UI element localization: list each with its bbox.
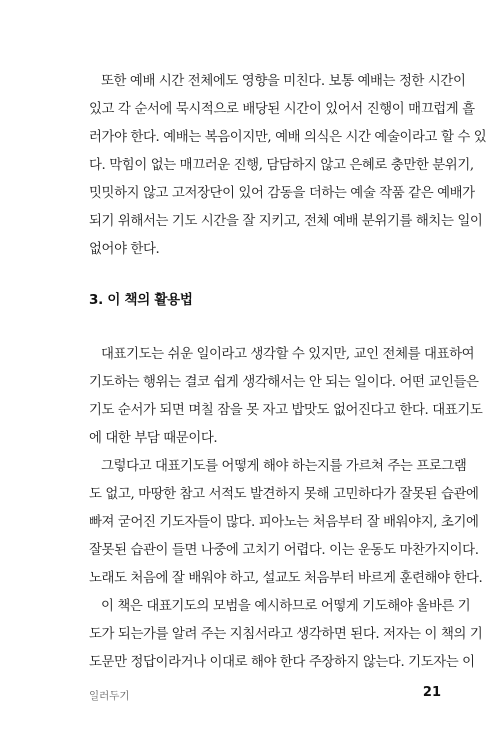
- body-text-line: 이 책은 대표기도의 모범을 예시하므로 어떻게 기도해야 올바른 기: [101, 599, 471, 614]
- section-heading: 3. 이 책의 활용법: [89, 292, 193, 308]
- body-text-line: 도 없고, 마땅한 참고 서적도 발견하지 못해 고민하다가 잘못된 습관에: [89, 487, 479, 502]
- body-text-line: 있고 각 순서에 묵시적으로 배당된 시간이 있어서 진행이 매끄럽게 흘: [89, 102, 475, 117]
- body-text-line: 빠져 굳어진 기도자들이 많다. 피아노는 처음부터 잘 배워야지, 초기에: [89, 515, 479, 530]
- body-text-line: 대표기도는 쉬운 일이라고 생각할 수 있지만, 교인 전체를 대표하여: [101, 347, 475, 362]
- body-text-line: 러가야 한다. 예배는 복음이지만, 예배 의식은 시간 예술이라고 할 수 있: [89, 130, 487, 145]
- running-footer-section: 일러두기: [89, 690, 130, 702]
- body-text-line: 밋밋하지 않고 고저장단이 있어 감동을 더하는 예술 작품 같은 예배가: [89, 186, 475, 201]
- page-number: 21: [422, 685, 441, 700]
- body-text-line: 도문만 정답이라거나 이대로 해야 한다 주장하지 않는다. 기도자는 이: [89, 655, 475, 670]
- body-text-line: 그렇다고 대표기도를 어떻게 해야 하는지를 가르쳐 주는 프로그램: [101, 459, 467, 474]
- body-text-line: 없어야 한다.: [89, 242, 160, 257]
- body-text-line: 에 대한 부담 때문이다.: [89, 431, 218, 446]
- body-text-line: 잘못된 습관이 들면 나중에 고치기 어렵다. 이는 운동도 마찬가지이다.: [89, 543, 479, 558]
- body-text-line: 또한 예배 시간 전체에도 영향을 미친다. 보통 예배는 정한 시간이: [101, 74, 466, 89]
- body-text-line: 다. 막힘이 없는 매끄러운 진행, 담담하지 않고 은혜로 충만한 분위기,: [89, 158, 474, 173]
- body-text-line: 노래도 처음에 잘 배워야 하고, 설교도 처음부터 바르게 훈련해야 한다.: [89, 571, 483, 586]
- body-text-line: 기도 순서가 되면 며칠 잠을 못 자고 밥맛도 없어진다고 한다. 대표기도: [89, 403, 483, 418]
- body-text-line: 되기 위해서는 기도 시간을 잘 지키고, 전체 예배 분위기를 해치는 일이: [89, 214, 483, 229]
- body-text-line: 기도하는 행위는 결코 쉽게 생각해서는 안 되는 일이다. 어떤 교인들은: [89, 375, 479, 390]
- body-text-line: 도가 되는가를 알려 주는 지침서라고 생각하면 된다. 저자는 이 책의 기: [89, 627, 483, 642]
